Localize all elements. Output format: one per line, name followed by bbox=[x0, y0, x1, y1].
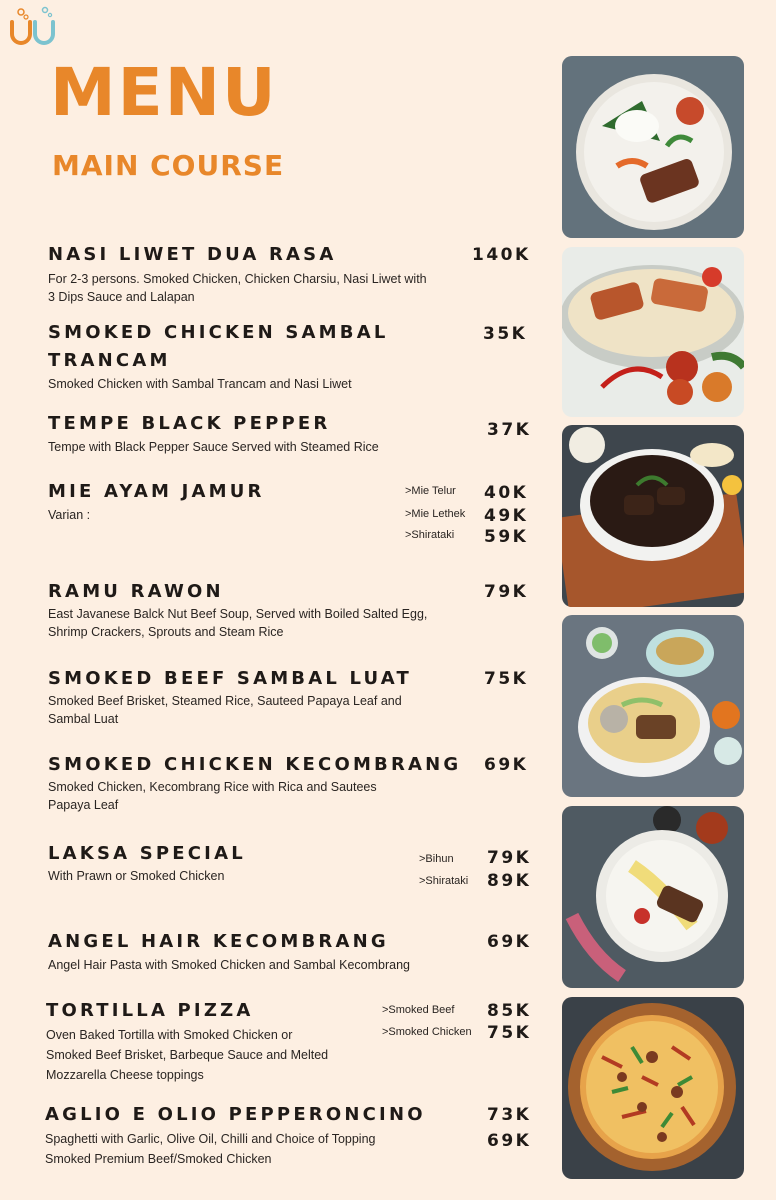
item-name: SMOKED BEEF SAMBAL LUAT bbox=[48, 668, 412, 689]
menu-item-smoked-chicken-sambal-trancam bbox=[48, 319, 548, 399]
item-description: Angel Hair Pasta with Smoked Chicken and Sambal Kecombrang bbox=[48, 958, 410, 972]
item-description: Oven Baked Tortilla with Smoked Chicken or Smoked Beef Brisket, Barbeque Sauce and Melted Mozzarella Cheese toppings bbox=[46, 1028, 329, 1082]
menu-item-angel-hair-kecombrang bbox=[48, 928, 548, 978]
variant-price: 89K bbox=[487, 871, 532, 891]
item-description: Smoked Chicken with Sambal Trancam and Nasi Liwet bbox=[48, 377, 352, 391]
variant-label: >Smoked Chicken bbox=[382, 1026, 472, 1038]
item-name: SMOKED CHICKEN SAMBAL TRANCAM bbox=[48, 322, 389, 371]
section-title-main-course: MAIN COURSE bbox=[52, 149, 285, 182]
item-name: MIE AYAM JAMUR bbox=[48, 481, 265, 502]
menu-item-tempe-black-pepper bbox=[48, 410, 548, 460]
item-name: NASI LIWET DUA RASA bbox=[48, 244, 337, 265]
item-price: 69K bbox=[487, 932, 532, 952]
item-description: Tempe with Black Pepper Sauce Served with Steamed Rice bbox=[48, 440, 379, 454]
menu-item-smoked-beef-sambal-luat bbox=[48, 665, 548, 735]
item-name: SMOKED CHICKEN KECOMBRANG bbox=[48, 754, 462, 775]
menu-item-nasi-liwet-dua-rasa bbox=[48, 241, 548, 311]
food-photo-nasi-liwet bbox=[562, 56, 744, 238]
variant-label: >Shirataki bbox=[419, 875, 469, 887]
item-price: 73K bbox=[487, 1105, 532, 1125]
food-photo-pizza bbox=[562, 997, 744, 1179]
food-photo-smoked-chicken-platter bbox=[562, 247, 744, 417]
item-description: Smoked Beef Brisket, Steamed Rice, Sauteed Papaya Leaf and Sambal Luat bbox=[48, 694, 402, 726]
menu-item-tortilla-pizza bbox=[46, 997, 546, 1087]
food-photo-noodle-bowl bbox=[562, 615, 744, 797]
item-price: 37K bbox=[487, 420, 532, 440]
variant-price: 85K bbox=[487, 1001, 532, 1021]
menu-item-ramu-rawon bbox=[48, 578, 548, 648]
item-price: 140K bbox=[472, 245, 531, 265]
item-description: With Prawn or Smoked Chicken bbox=[48, 869, 225, 883]
variant-label: >Mie Lethek bbox=[405, 508, 466, 520]
item-price: 79K bbox=[484, 582, 529, 602]
variant-price: 75K bbox=[487, 1023, 532, 1043]
item-description: Varian : bbox=[48, 508, 91, 522]
food-photo-rawon-bowl bbox=[562, 425, 744, 607]
variant-price: 40K bbox=[484, 483, 529, 503]
item-name: AGLIO E OLIO PEPPERONCINO bbox=[45, 1104, 426, 1125]
menu-item-mie-ayam-jamur bbox=[48, 478, 548, 550]
item-description: Spaghetti with Garlic, Olive Oil, Chilli and Choice of Topping Smoked Premium Beef/Smoked Chicken bbox=[45, 1132, 376, 1166]
menu-item-aglio-e-olio-pepperoncino bbox=[45, 1101, 545, 1171]
item-price: 69K bbox=[487, 1131, 532, 1151]
item-name: TEMPE BLACK PEPPER bbox=[48, 413, 331, 434]
item-description: Smoked Chicken, Kecombrang Rice with Rica and Sautees Papaya Leaf bbox=[48, 780, 377, 812]
item-price: 35K bbox=[483, 324, 528, 344]
item-name: LAKSA SPECIAL bbox=[48, 843, 246, 864]
variant-price: 49K bbox=[484, 506, 529, 526]
item-price: 75K bbox=[484, 669, 529, 689]
item-price: 69K bbox=[484, 755, 529, 775]
menu-title: MENU bbox=[50, 54, 278, 131]
variant-label: >Shirataki bbox=[405, 529, 455, 541]
food-photo-pasta-plate bbox=[562, 806, 744, 988]
item-name: ANGEL HAIR KECOMBRANG bbox=[48, 931, 389, 952]
item-description: For 2-3 persons. Smoked Chicken, Chicken Charsiu, Nasi Liwet with 3 Dips Sauce and Lalapan bbox=[48, 272, 427, 304]
variant-price: 79K bbox=[487, 848, 532, 868]
item-description: East Javanese Balck Nut Beef Soup, Served with Boiled Salted Egg, Shrimp Crackers, Sprouts and Steam Rice bbox=[48, 607, 428, 639]
item-name: RAMU RAWON bbox=[48, 581, 224, 602]
variant-label: >Smoked Beef bbox=[382, 1004, 455, 1016]
item-name: TORTILLA PIZZA bbox=[46, 1000, 254, 1021]
variant-price: 59K bbox=[484, 527, 529, 547]
brand-logo-icon bbox=[8, 4, 58, 50]
menu-item-laksa-special bbox=[48, 840, 548, 900]
menu-item-smoked-chicken-kecombrang bbox=[48, 751, 548, 821]
variant-label: >Bihun bbox=[419, 853, 454, 865]
variant-label: >Mie Telur bbox=[405, 485, 456, 497]
